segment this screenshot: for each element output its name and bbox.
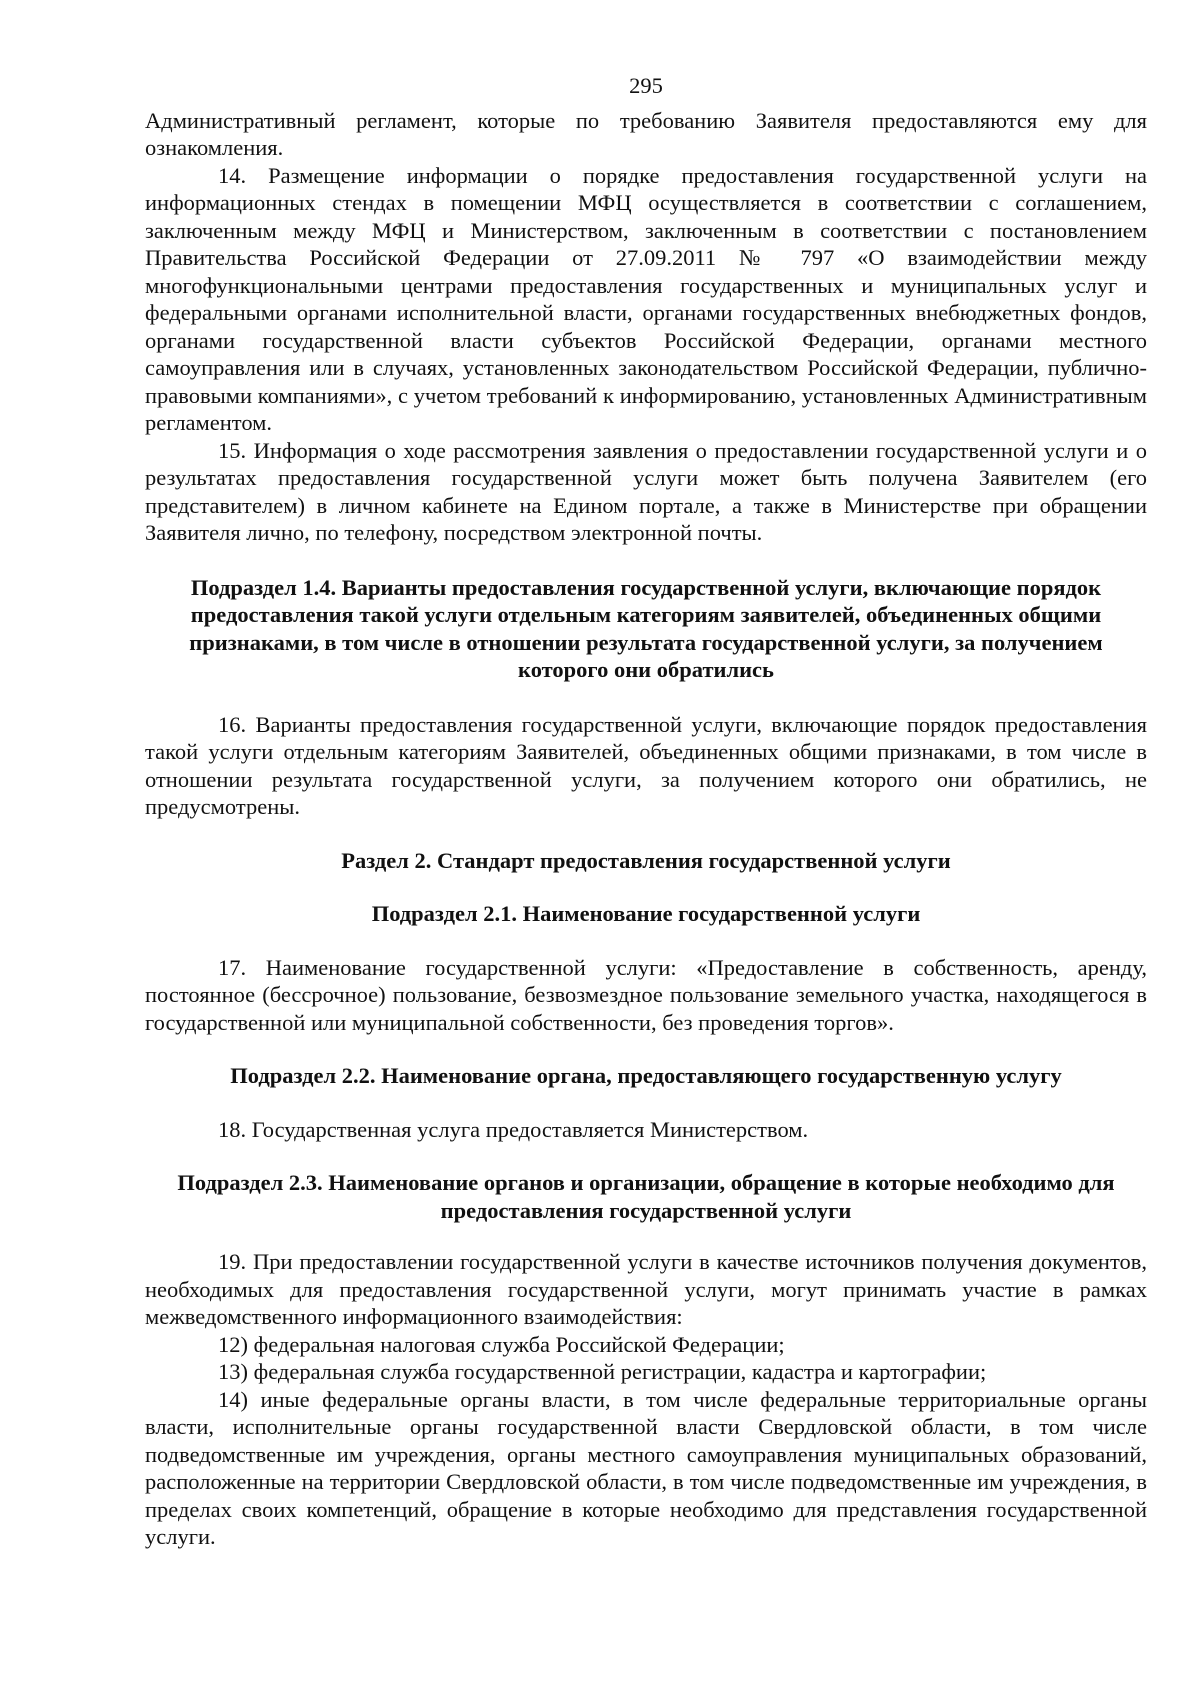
paragraph-16: 16. Варианты предоставления государственной услуги, включающие порядок предоставления такой услуги отдельным категориям Заявителей, объединенных общими признаками, в том числе в отношении результата государственной услуги, за получением которого они обратились, не предусмотрены.	[145, 711, 1147, 819]
paragraph-17: 17. Наименование государственной услуги: «Предоставление в собственность, аренду, постоянное (бессрочное) пользование, безвозмездное пользование земельного участка, находящегося в государственной или муниципальной собственности, без проведения торгов».	[145, 954, 1147, 1035]
paragraph-18: 18. Государственная услуга предоставляется Министерством.	[218, 1116, 809, 1142]
paragraph-19: 19. При предоставлении государственной услуги в качестве источников получения документов, необходимых для предоставления государственной услуги, могут принимать участие в рамках межведомственного информационного взаимодействия:	[145, 1249, 1147, 1329]
paragraph-15: 15. Информация о ходе рассмотрения заявления о предоставлении государственной услуги и о результатах предоставления государственной услуги может быть получена Заявителем (его представителем) в личном кабинете на Едином портале, а также в Министерстве при обращении Заявителя лично, по телефону, посредством электронной почты.	[145, 437, 1147, 545]
list-item-13: 13) федеральная служба государственной регистрации, кадастра и картографии;	[218, 1359, 987, 1384]
subsection-2-1-heading: Подраздел 2.1. Наименование государственной услуги	[371, 901, 921, 926]
subsection-2-3-heading: Подраздел 2.3. Наименование органов и организации, обращение в которые необходимо для предоставления государственной услуги	[177, 1170, 1115, 1223]
subsection-1-4-heading: Подраздел 1.4. Варианты предоставления государственной услуги, включающие порядок предоставления такой услуги отдельным категориям заявителей, объединенных общими признаками, в том числе в отношении результата государственной услуги, за получением которого они обратились	[189, 574, 1103, 682]
list-item-14: 14) иные федеральные органы власти, в том числе федеральные территориальные органы власти, исполнительные органы государственной власти Свердловской области, в том числе подведомственные им учреждения, органы местного самоуправления муниципальных образований, расположенные на территории Свердловской области, в том числе подведомственные им учреждения, в пределах своих компетенций, обращение в которые необходимо для представления государственной услуги.	[145, 1386, 1147, 1549]
list-item-12: 12) федеральная налоговая служба Российской Федерации;	[218, 1331, 785, 1357]
subsection-2-2-heading: Подраздел 2.2. Наименование органа, предоставляющего государственную услугу	[230, 1063, 1062, 1088]
paragraph-14: 14. Размещение информации о порядке предоставления государственной услуги на информационных стендах в помещении МФЦ осуществляется в соответствии с соглашением, заключенным между МФЦ и Министерством, заключенным в соответствии с постановлением Правительства Российской Федерации от 27.09.2011 № 797 «О взаимодействии между многофункциональными центрами предоставления государственных и муниципальных услуг и федеральными органами исполнительной власти, органами государственных внебюджетных фондов, органами государственной власти субъектов Российской Федерации, органами местного самоуправления или в случаях, установленных законодательством Российской Федерации, публично-правовыми компаниями», с учетом требований к информированию, установленных Административным регламентом.	[145, 162, 1147, 435]
section-2-heading: Раздел 2. Стандарт предоставления государственной услуги	[341, 847, 951, 873]
page-number: 295	[629, 73, 663, 98]
paragraph-continuation: Административный регламент, которые по требованию Заявителя предоставляются ему для ознакомления.	[145, 107, 1147, 160]
